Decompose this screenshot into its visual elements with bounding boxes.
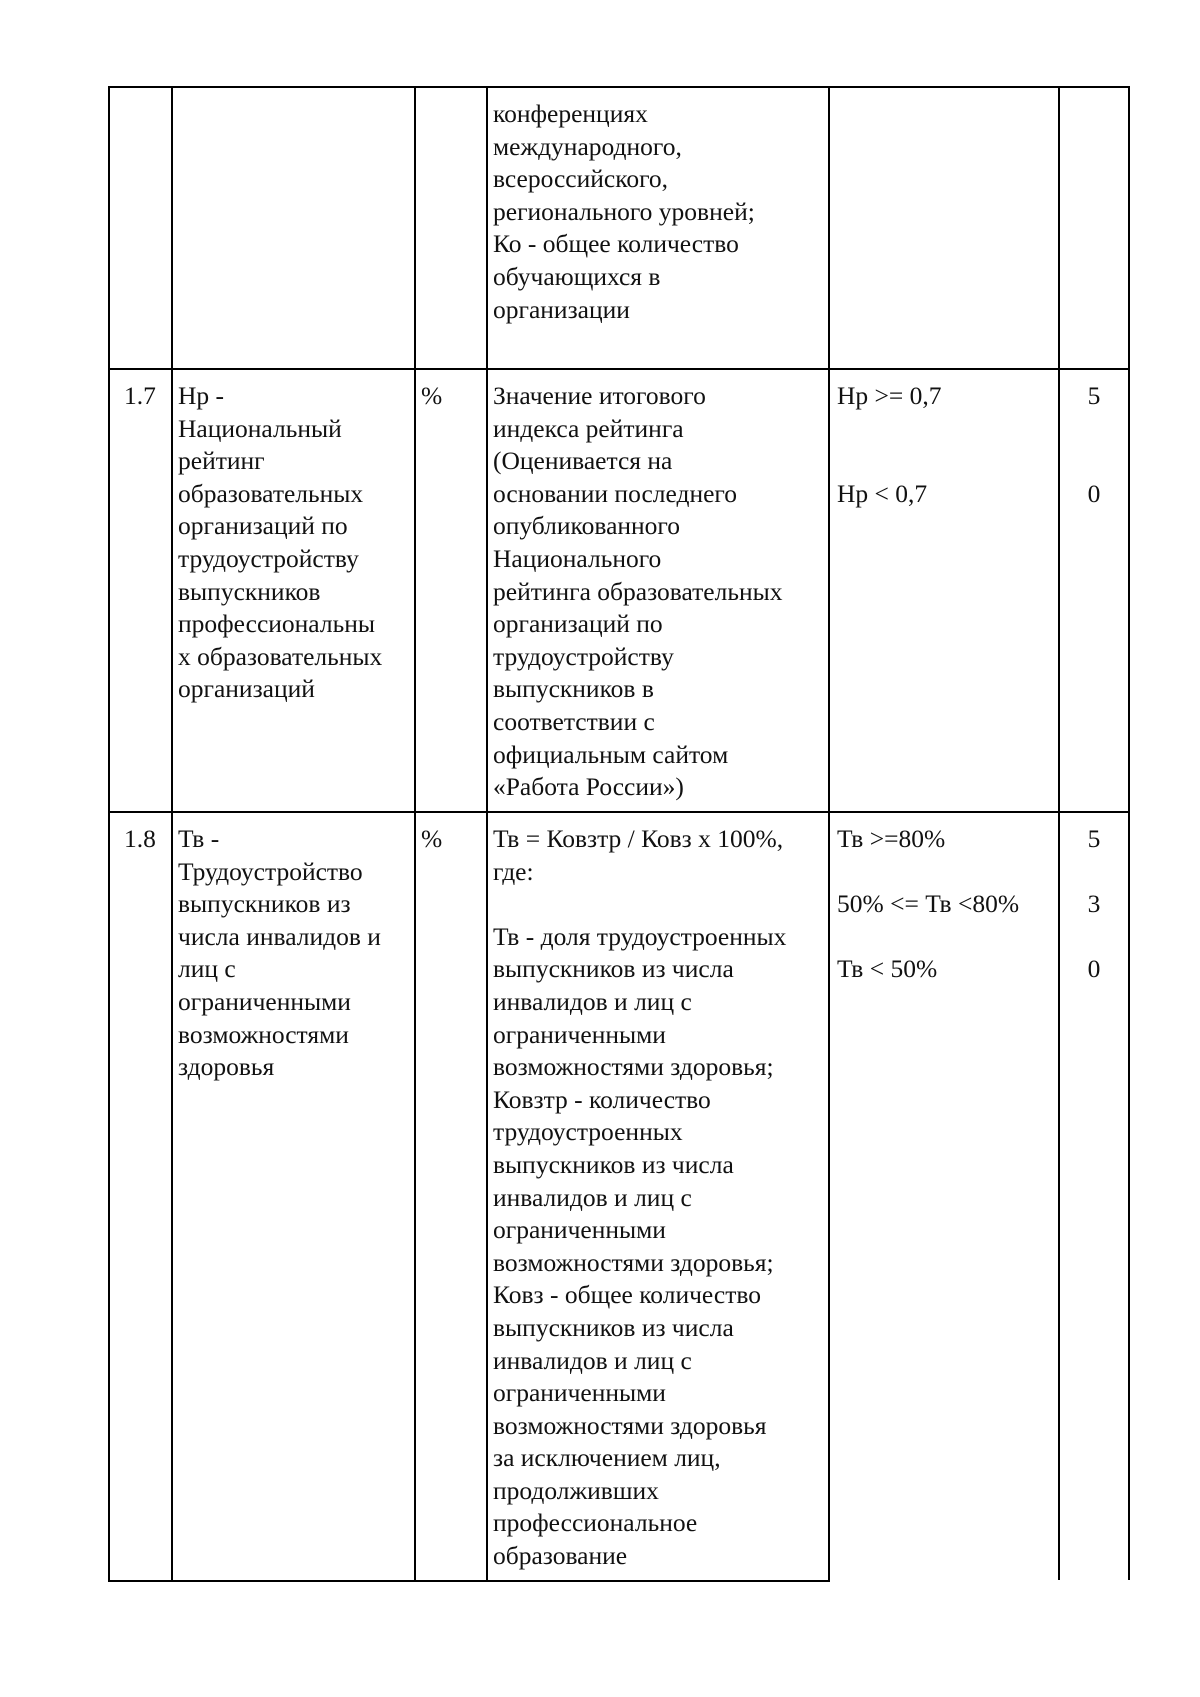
column-divider-number [171,86,173,1582]
row-1-7-score-1: 5 [1087,381,1101,410]
row-1-8-score-3: 0 [1087,954,1101,983]
row-1-8-score-1: 5 [1087,824,1101,853]
row-1-7-indicator: Нр - Национальный рейтинг образовательных организаций по трудоустройству выпускников профессиональны х образовательных организаций [178,381,383,704]
row-1-7-unit: % [421,381,443,410]
row-1-7-criterion-1: Нр >= 0,7 [837,381,942,410]
row-1-8-criterion-1: Тв >=80% [837,824,946,853]
row-1-8-number: 1.8 [124,824,156,853]
row-1-8-criterion-3: Тв < 50% [837,954,938,983]
row-1-8-description: Тв = Ковзтр / Ковз х 100%, где: Тв - доля трудоустроенных выпускников из числа инвалидов и лиц с ограниченными возможностями здоровья; Ковзтр - количество трудоустроенных выпускников из числа инвалидов и лиц с ограниченными возможностями здоровья; Ковз - общее количество выпускников из числа инвалидов и лиц с ограниченными возможностями здоровья за исключением лиц, продолживших профессиональное образование [493,824,787,1571]
table-bottom-border [109,1580,829,1582]
row-divider-1-7 [109,368,1130,370]
row-1-8-criterion-2: 50% <= Тв <80% [837,889,1020,918]
row-divider-1-8 [109,811,1130,813]
row-1-8-unit: % [421,824,443,853]
table-top-border [109,86,1130,88]
column-divider-unit [486,86,488,1582]
row-1-8-score-2: 3 [1087,889,1101,918]
column-divider-description [828,86,830,1582]
row-1-7-criterion-2: Нр < 0,7 [837,479,928,508]
row-1-7-description: Значение итогового индекса рейтинга (Оценивается на основании последнего опубликованного Национального рейтинга образовательных организаций по трудоустройству выпускников в соответствии с официальным сайтом «Работа России») [493,381,783,802]
row-1-7-score-2: 0 [1087,479,1101,508]
column-divider-indicator [414,86,416,1582]
row-1-8-indicator: Тв - Трудоустройство выпускников из числа инвалидов и лиц с ограниченными возможностями здоровья [178,824,381,1082]
table-left-border [108,86,110,1582]
row-1-7-number: 1.7 [124,381,156,410]
table-right-border [1128,86,1130,1580]
continuation-description-cell: конференциях международного, всероссийского, регионального уровней; Ко - общее количество обучающихся в организации [493,99,755,324]
